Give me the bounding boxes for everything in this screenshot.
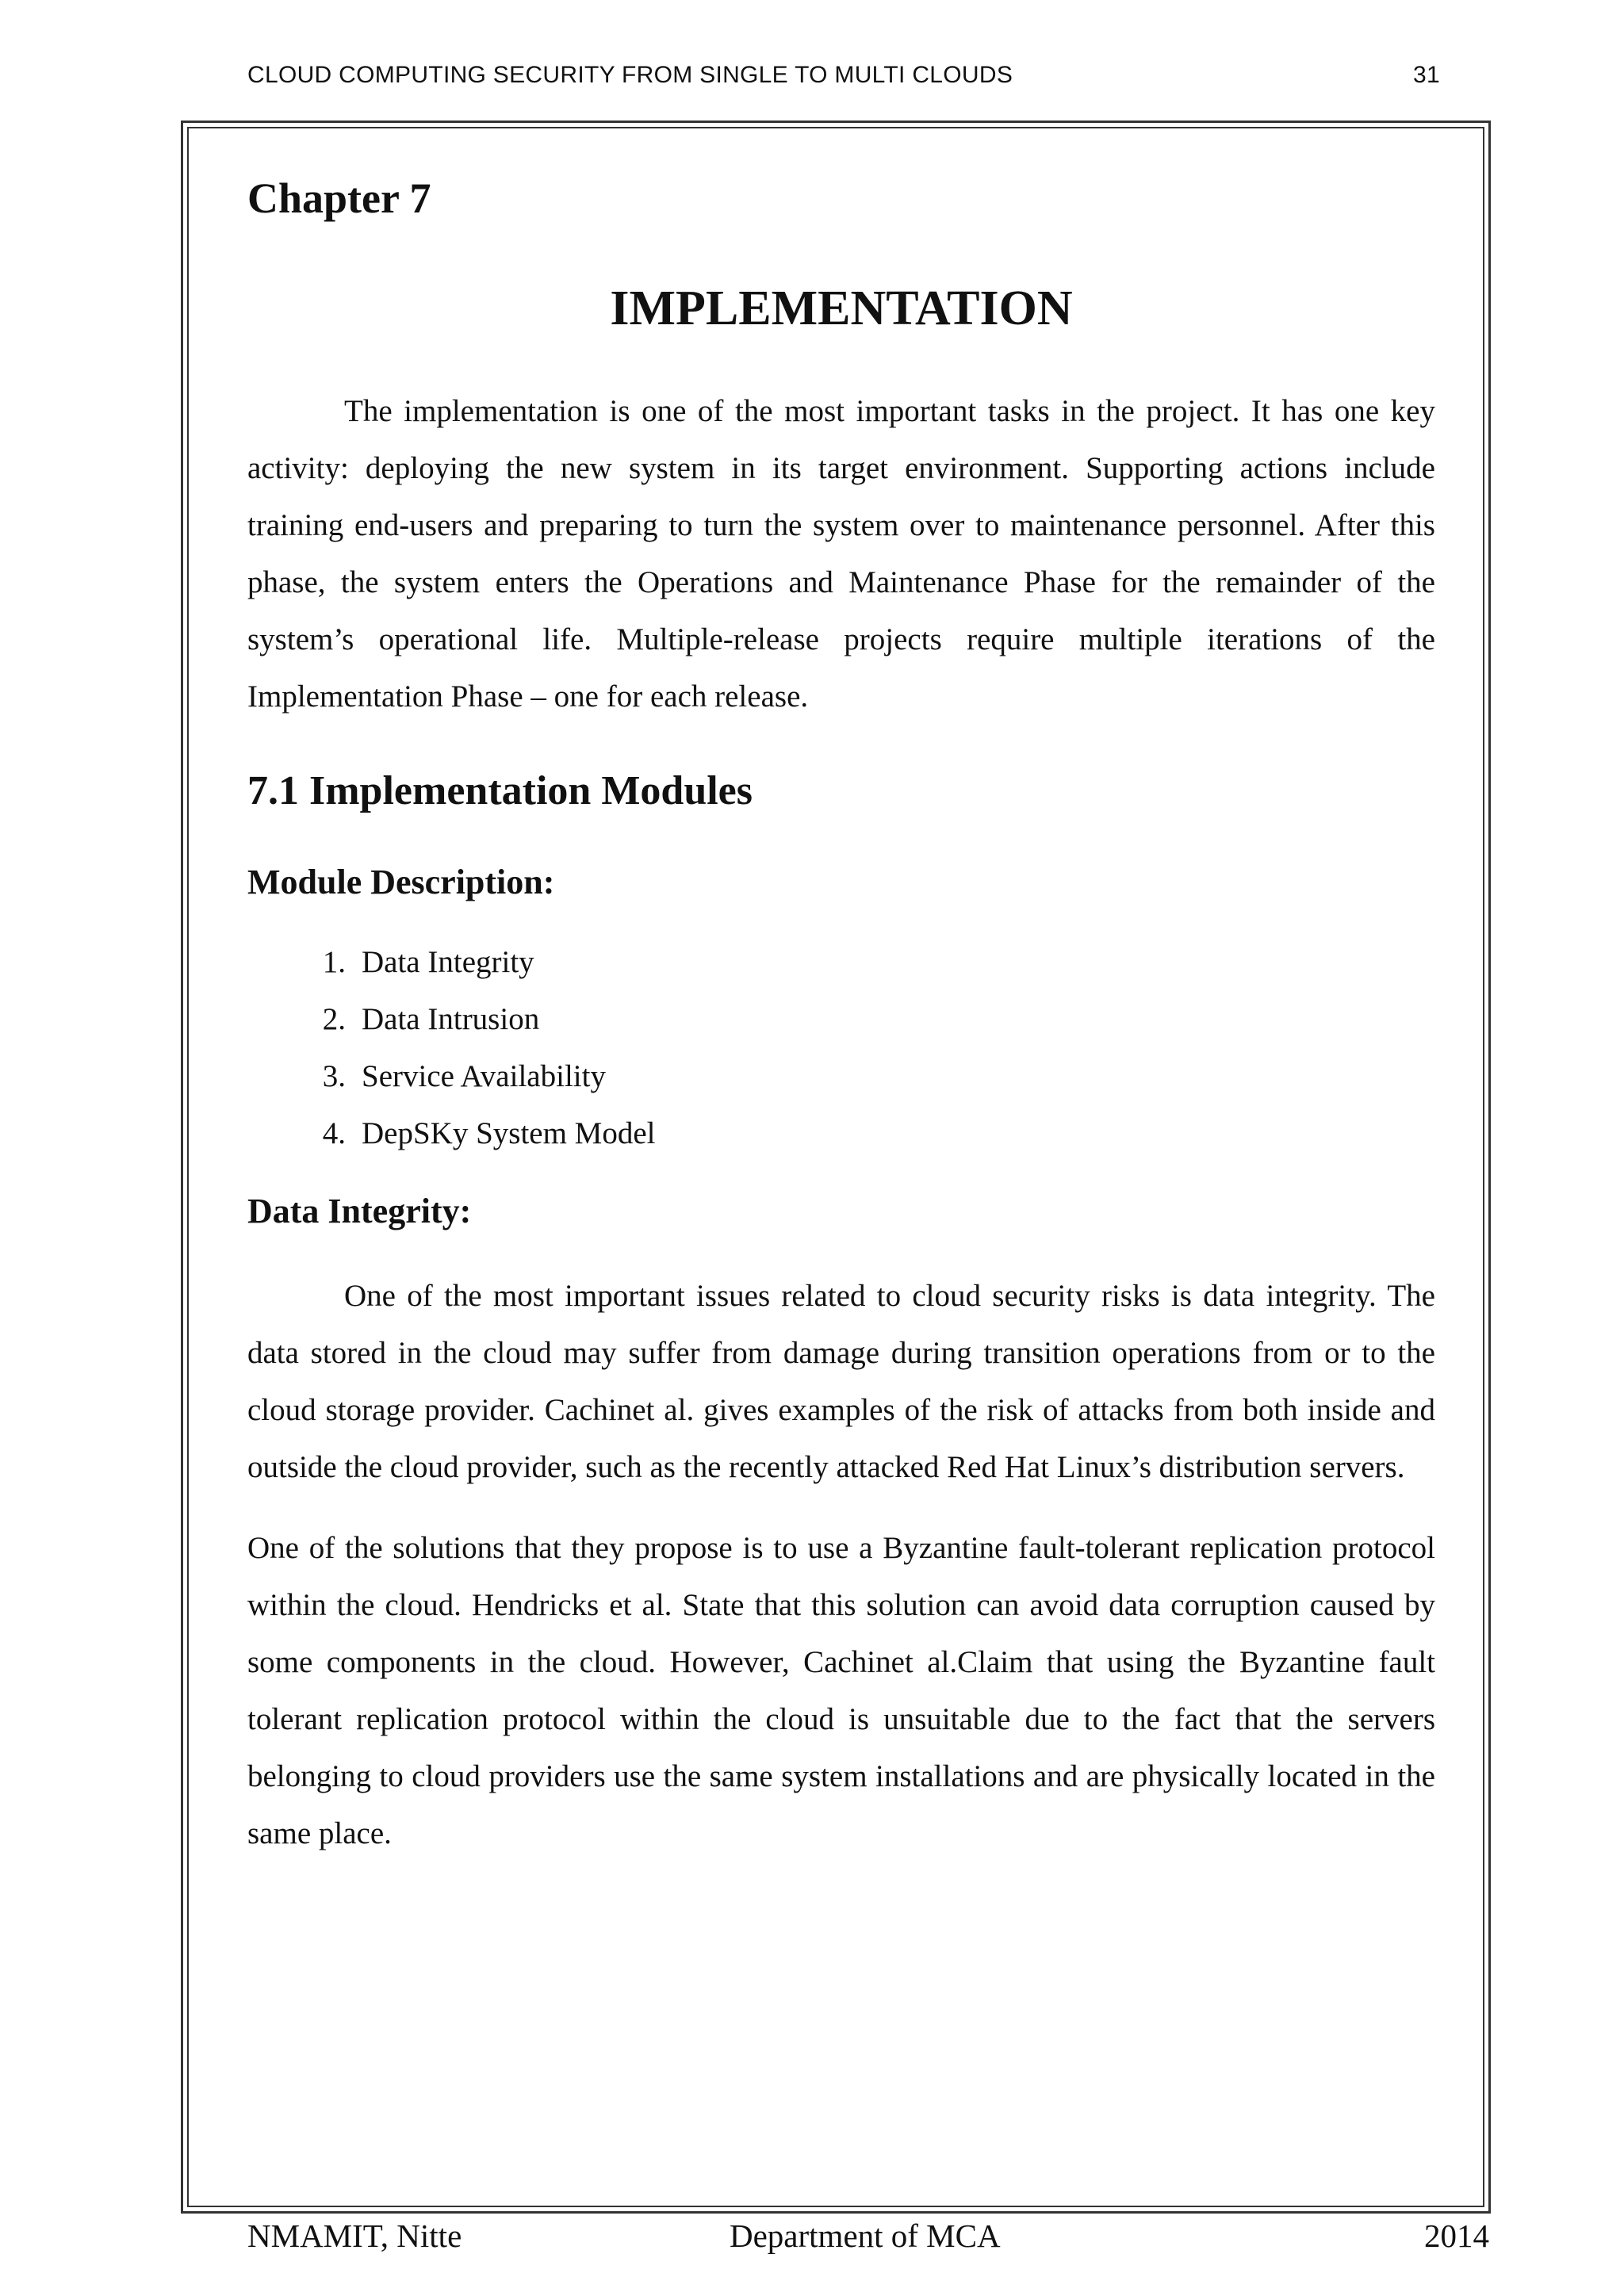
running-header bbox=[247, 62, 1440, 89]
module-list bbox=[247, 934, 1435, 1162]
section-heading: 7.1 Implementation Modules bbox=[247, 767, 753, 813]
data-integrity-heading: Data Integrity: bbox=[247, 1192, 472, 1231]
chapter-label: Chapter 7 bbox=[247, 174, 431, 222]
list-item bbox=[247, 1105, 1435, 1162]
list-item bbox=[247, 1048, 1435, 1105]
list-item-number: 1. bbox=[322, 945, 346, 980]
list-item-label: DepSKy System Model bbox=[362, 1116, 656, 1151]
page-number: 31 bbox=[1413, 62, 1440, 88]
list-item-label: Data Intrusion bbox=[362, 1002, 540, 1037]
page-footer bbox=[247, 2217, 1489, 2255]
list-item-number: 4. bbox=[322, 1116, 346, 1151]
list-item bbox=[247, 991, 1435, 1048]
footer-department: Department of MCA bbox=[730, 2218, 1001, 2254]
footer-year: 2014 bbox=[1424, 2218, 1489, 2254]
chapter-title: IMPLEMENTATION bbox=[610, 281, 1073, 335]
list-item-label: Data Integrity bbox=[362, 945, 534, 980]
data-integrity-paragraph-2: One of the solutions that they propose is to use a Byzantine fault-tolerant replication protocol within the cloud. Hendricks et al. State that this solution can avoid data corruption caused by some components in the cloud. However, Cachinet al.Claim that using the Byzantine fault tolerant replication protocol within the cloud is unsuitable due to the fact that the servers belonging to cloud providers use the same system installations and are physically located in the same place. bbox=[247, 1530, 1435, 1850]
list-item-number: 2. bbox=[322, 1002, 346, 1037]
footer-institution: NMAMIT, Nitte bbox=[247, 2218, 462, 2254]
list-item-label: Service Availability bbox=[362, 1059, 606, 1094]
page-content bbox=[247, 159, 1435, 1862]
running-title: CLOUD COMPUTING SECURITY FROM SINGLE TO MULTI CLOUDS bbox=[247, 62, 1013, 88]
list-item bbox=[247, 934, 1435, 991]
list-item-number: 3. bbox=[322, 1059, 346, 1094]
data-integrity-paragraph-1: One of the most important issues related to cloud security risks is data integrity. The data stored in the cloud may suffer from damage during transition operations from or to the cloud storage provider. Cachinet al. gives examples of the risk of attacks from both inside and outside the cloud provider, such as the recently attacked Red Hat Linux’s distribution servers. bbox=[247, 1278, 1435, 1484]
module-description-heading: Module Description: bbox=[247, 863, 555, 902]
intro-paragraph: The implementation is one of the most important tasks in the project. It has one key activity: deploying the new system in its target environment. Supporting actions include training end-users and preparing to turn the system over to maintenance personnel. After this phase, the system enters the Operations and Maintenance Phase for the remainder of the system’s operational life. Multiple-release projects require multiple iterations of the Implementation Phase – one for each release. bbox=[247, 393, 1435, 714]
